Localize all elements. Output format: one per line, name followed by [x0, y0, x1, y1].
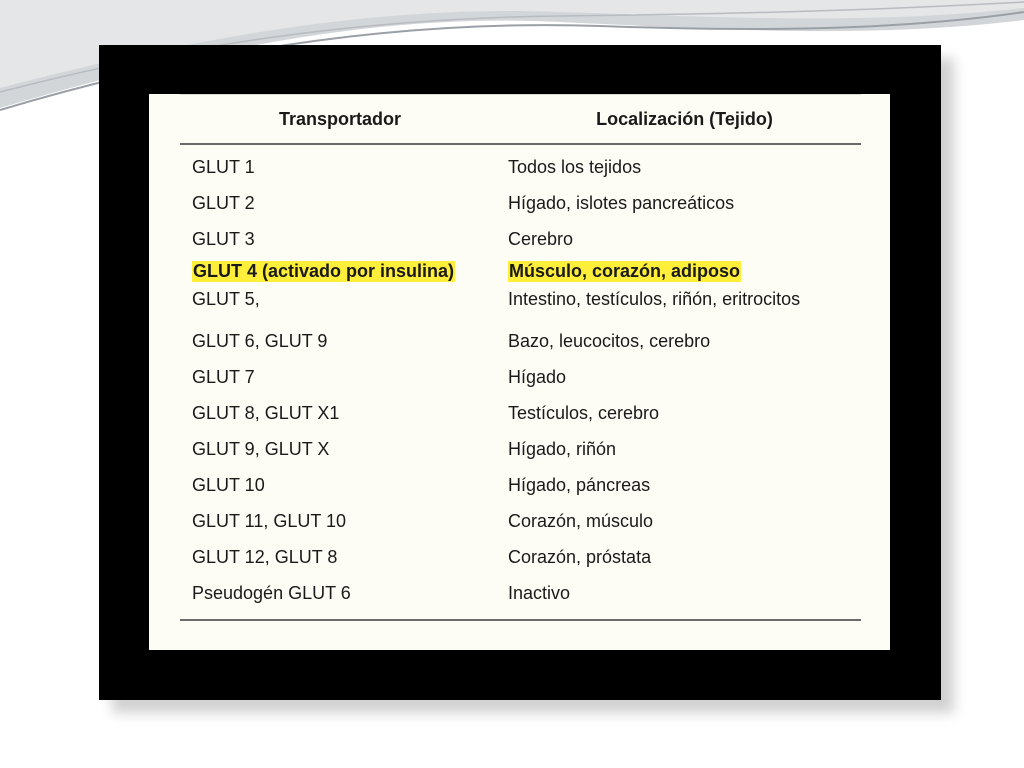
tissue-cell: Hígado — [508, 367, 567, 387]
table-row — [180, 467, 861, 503]
transporter-cell: GLUT 6, GLUT 9 — [192, 331, 328, 351]
table-header — [180, 94, 861, 145]
header-transportador: Transportador — [278, 109, 402, 129]
tissue-cell: Cerebro — [508, 229, 574, 249]
table-row — [180, 539, 861, 575]
tissue-cell: Testículos, cerebro — [508, 403, 660, 423]
table-row — [180, 575, 861, 611]
tissue-cell: Hígado, riñón — [508, 439, 617, 459]
table-row — [180, 287, 861, 323]
table-row — [180, 431, 861, 467]
transporter-cell: GLUT 2 — [192, 193, 255, 213]
tissue-cell: Bazo, leucocitos, cerebro — [508, 331, 711, 351]
glut-table — [180, 94, 861, 621]
table-panel — [149, 94, 890, 650]
table-row — [180, 395, 861, 431]
table-body — [180, 145, 861, 621]
transporter-cell-highlighted: GLUT 4 (activado por insulina) — [193, 261, 455, 281]
transporter-cell: Pseudogén GLUT 6 — [192, 583, 351, 603]
transporter-cell: GLUT 7 — [192, 367, 255, 387]
tissue-cell-highlighted: Músculo, corazón, adiposo — [509, 261, 741, 281]
table-row — [180, 323, 861, 359]
table-row — [180, 185, 861, 221]
table-row — [180, 221, 861, 257]
tissue-cell: Inactivo — [508, 583, 571, 603]
transporter-cell: GLUT 5, — [192, 289, 260, 309]
transporter-cell: GLUT 12, GLUT 8 — [192, 547, 338, 567]
header-localizacion: Localización (Tejido) — [596, 109, 773, 129]
table-row-highlighted — [180, 257, 861, 287]
transporter-cell: GLUT 9, GLUT X — [192, 439, 330, 459]
tissue-cell: Corazón, próstata — [508, 547, 652, 567]
tissue-cell: Todos los tejidos — [508, 157, 642, 177]
table-row — [180, 149, 861, 185]
tissue-cell: Intestino, testículos, riñón, eritrocitos — [508, 289, 801, 309]
tissue-cell: Hígado, páncreas — [508, 475, 651, 495]
transporter-cell: GLUT 11, GLUT 10 — [192, 511, 347, 531]
table-row — [180, 359, 861, 395]
transporter-cell: GLUT 1 — [192, 157, 255, 177]
transporter-cell: GLUT 3 — [192, 229, 255, 249]
transporter-cell: GLUT 8, GLUT X1 — [192, 403, 340, 423]
tissue-cell: Hígado, islotes pancreáticos — [508, 193, 735, 213]
table-row — [180, 503, 861, 539]
transporter-cell: GLUT 10 — [192, 475, 265, 495]
tissue-cell: Corazón, músculo — [508, 511, 654, 531]
